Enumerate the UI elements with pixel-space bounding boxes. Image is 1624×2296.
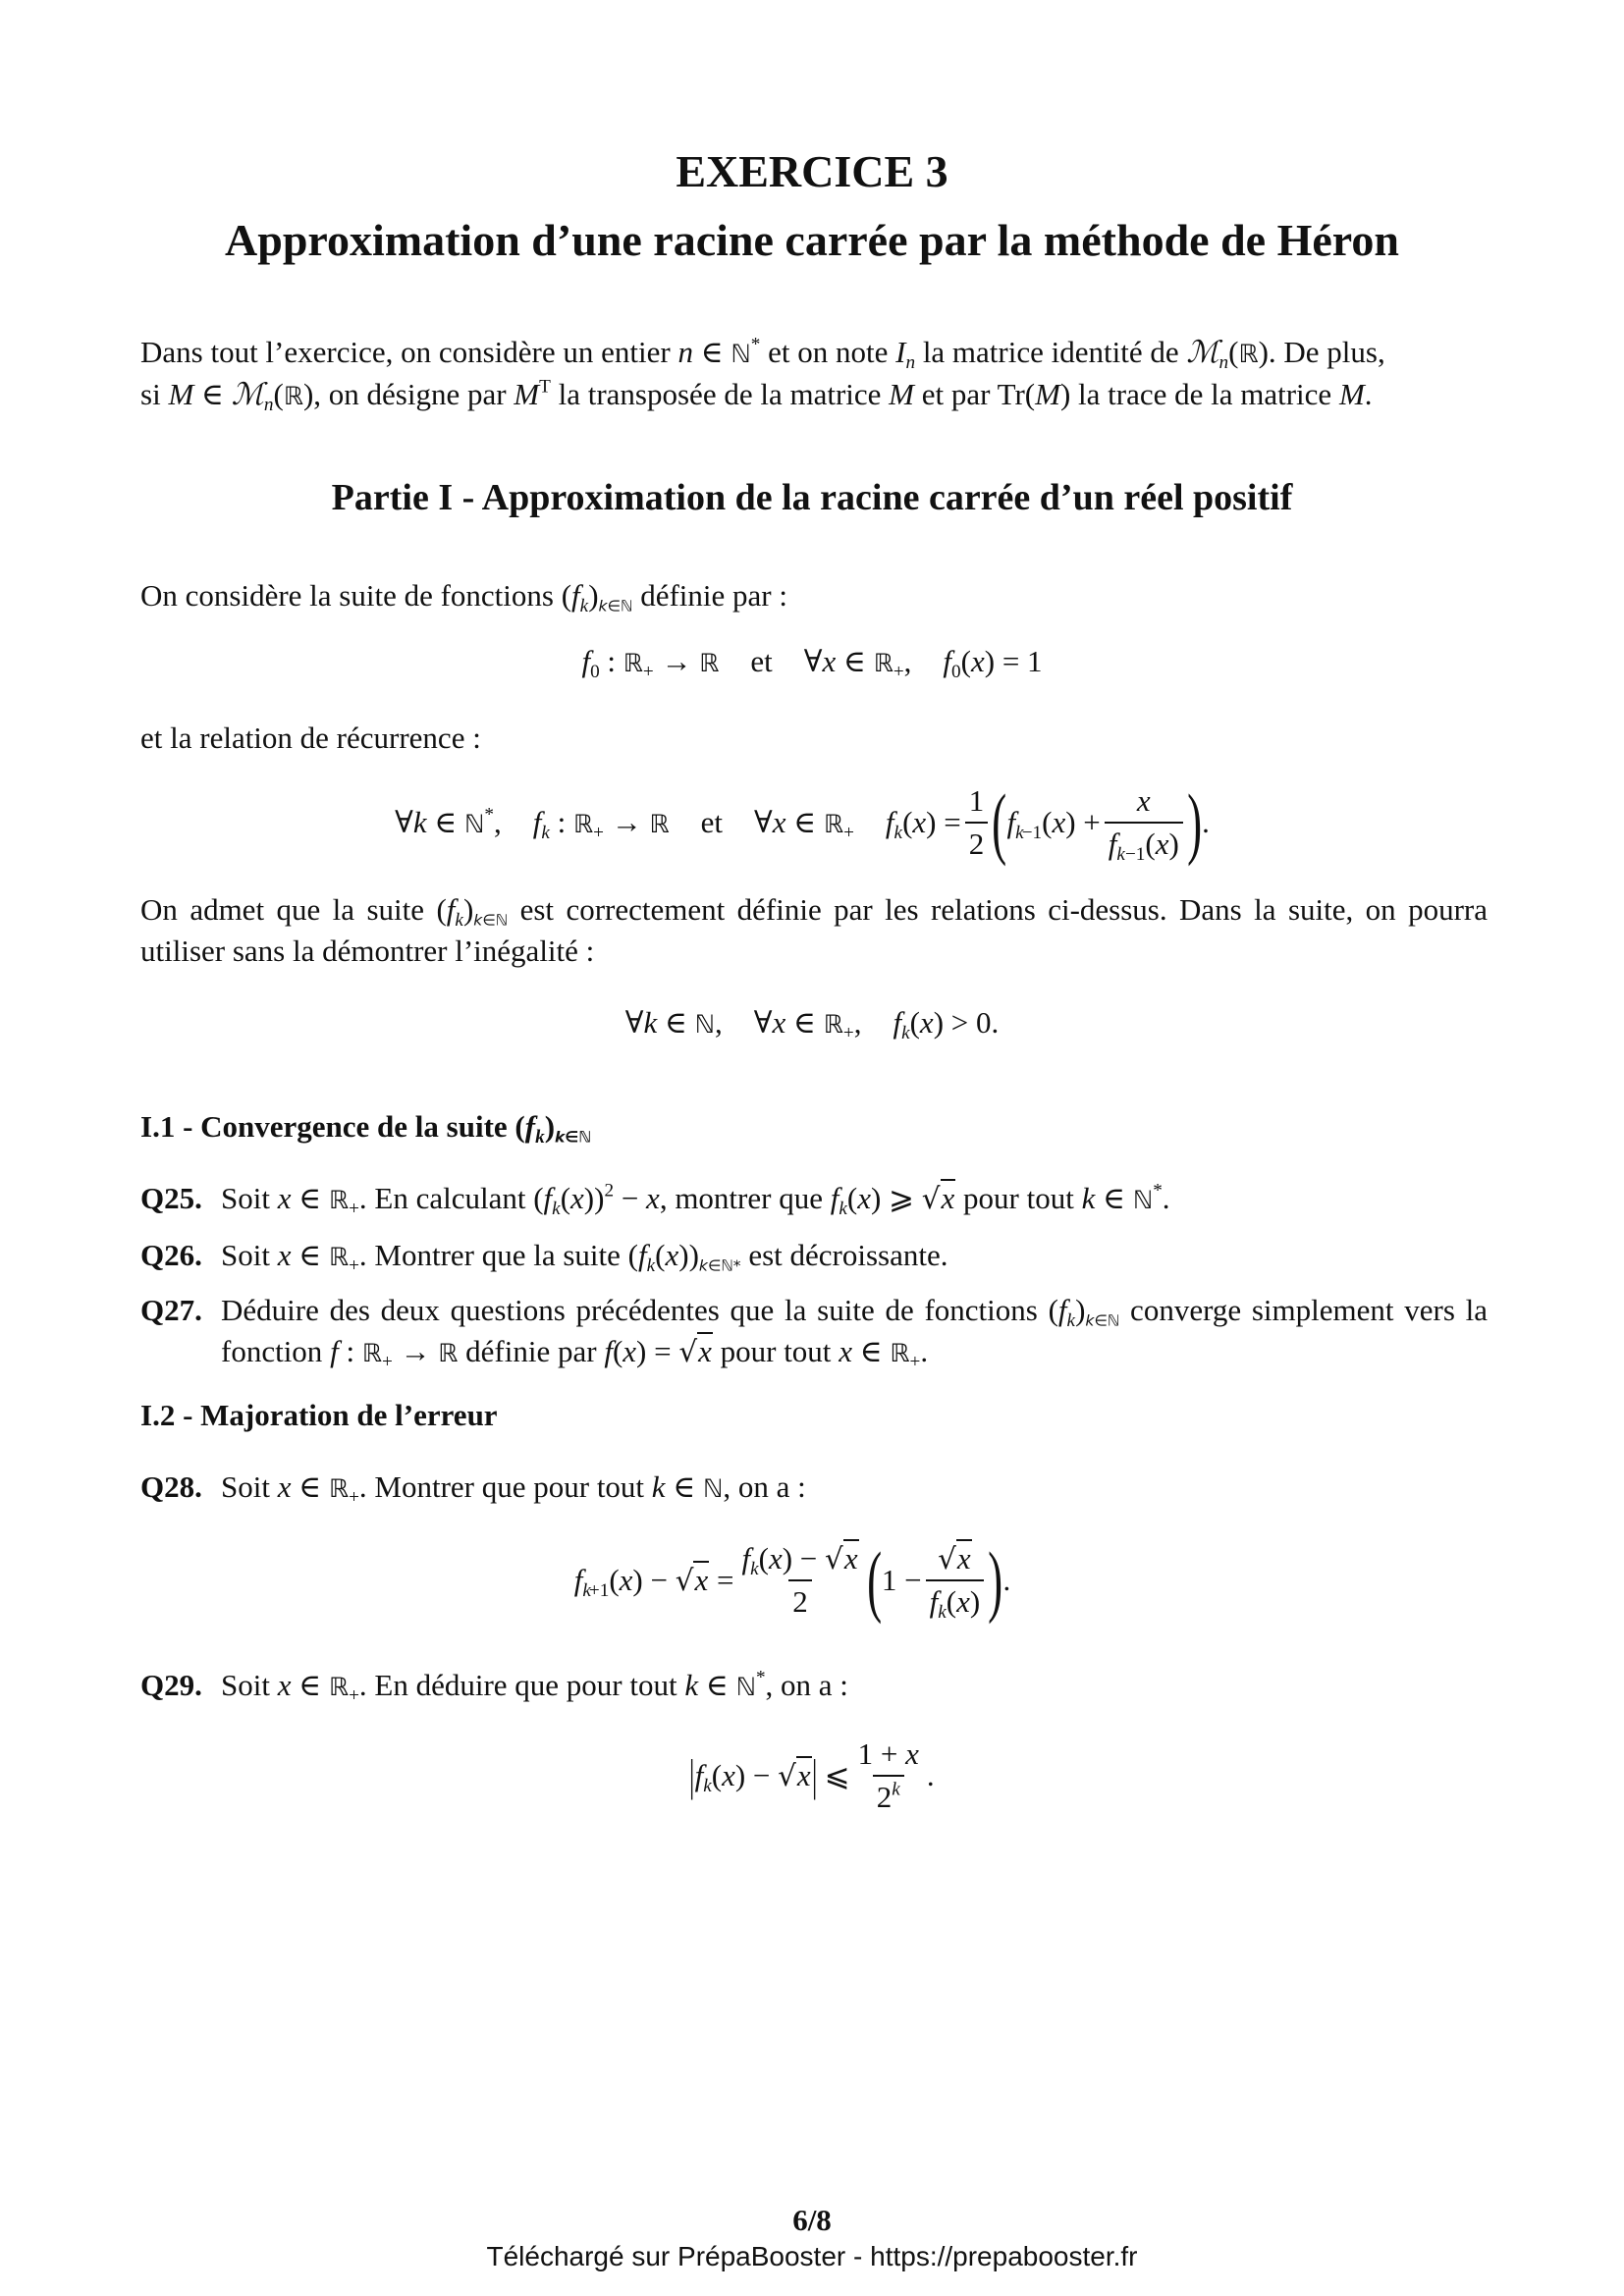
section-heading-error: I.2 - Majoration de l’erreur xyxy=(140,1398,498,1432)
fraction-half: $\frac{1}{2}$ xyxy=(965,783,989,862)
fraction-x-over-fkm1: $\frac{x}{f_{k-1}(x)}$ xyxy=(1105,783,1183,862)
question-q29: Q29. Soit x ∈ ℝ$_+$. En déduire que pour tout k ∈ ℕ*, on a : xyxy=(140,1667,848,1706)
fraction-diff-over-2: $\frac{f_k(x) - √x}{2}$ xyxy=(741,1541,858,1619)
intro-paragraph: Dans tout l’exercice, on considère un entier n ∈ ℕ* et on note $I_n$ la matrice identité de ℳ$_n$(ℝ). De plus, si M ∈ ℳ$_n$(ℝ), on désigne par $M^T$ la transposée de la matrice M et par Tr(M) la trace de la matrice M. xyxy=(140,334,1385,415)
question-q26: Q26. Soit x ∈ ℝ$_+$. Montrer que la suite $(f_k(x))k\in ℕ*$ est décroissante. xyxy=(140,1238,948,1276)
download-source: Téléchargé sur PrépaBooster - https://prepabooster.fr xyxy=(486,2241,1138,2271)
paragraph-admission: On admet que la suite $(f_k)k\in ℕ$ est correctement définie par les relations ci-dessus. Dans la suite, on pourra utiliser sans la démontrer l’inégalité : xyxy=(140,892,1489,968)
fraction-bound: $\frac{1 + x}{2^k}$ xyxy=(857,1736,919,1814)
question-q27: Q27. Déduire des deux questions précédentes que la suite de fonctions $(f_k)k\in ℕ$ converge simplement vers la fonction f : ℝ$_+$ → ℝ définie par f(x) = √x pour tout x ∈ ℝ$_+$. xyxy=(140,1293,1488,1372)
paragraph-sequence-def: On considère la suite de fonctions $(f_k)k\in ℕ$ définie par : xyxy=(140,578,787,616)
section-heading-convergence: I.1 - Convergence de la suite $(f_k)k\in ℕ$ xyxy=(140,1109,592,1148)
exercise-heading: EXERCICE 3 xyxy=(676,146,948,196)
paragraph-recurrence: et la relation de récurrence : xyxy=(140,721,481,755)
question-q25: Q25. Soit x ∈ ℝ$_+$. En calculant $(f_k(x))^2 - x$, montrer que $f_k(x)$ ⩾ √x pour tout k ∈ ℕ*. xyxy=(140,1180,1170,1219)
fraction-sqrtx-over-fk: $\frac{√x}{f_k(x)}$ xyxy=(926,1541,985,1620)
equation-positivity: ∀k ∈ ℕ, ∀x ∈ ℝ$_+$, $f_k(x) > 0$. xyxy=(624,1005,1000,1043)
math-n: n xyxy=(677,335,693,369)
page-number: 6/8 xyxy=(792,2203,832,2237)
equation-q28: $f_{k+1}(x) - √x$ = $\frac{f_k(x) - √x}{2}$ ( 1 − $\frac{√x}{f_k(x)}$ ) . xyxy=(573,1535,1011,1625)
question-q28: Q28. Soit x ∈ ℝ$_+$. Montrer que pour tout k ∈ ℕ, on a : xyxy=(140,1469,806,1508)
exercise-title: Approximation d’une racine carrée par la méthode de Héron xyxy=(225,215,1399,265)
equation-f0: $f_0$ : ℝ$_+$ → ℝ et ∀x ∈ ℝ$_+$, $f_0(x) = 1$ xyxy=(581,644,1043,682)
part-title: Partie I - Approximation de la racine carrée d’un réel positif xyxy=(331,477,1293,518)
equation-q29: | $f_k(x) - √x$ | ⩽ $\frac{1 + x}{2^k}$ . xyxy=(689,1736,935,1814)
equation-recurrence: ∀k ∈ ℕ*, $f_k$ : ℝ$_+$ → ℝ et ∀x ∈ ℝ$_+$ $f_k(x)$ = $\frac{1}{2}$ ( $f_{k-1}(x)$ + $\frac{x}{f_{k-1}(x)}$ ) . xyxy=(395,777,1210,867)
